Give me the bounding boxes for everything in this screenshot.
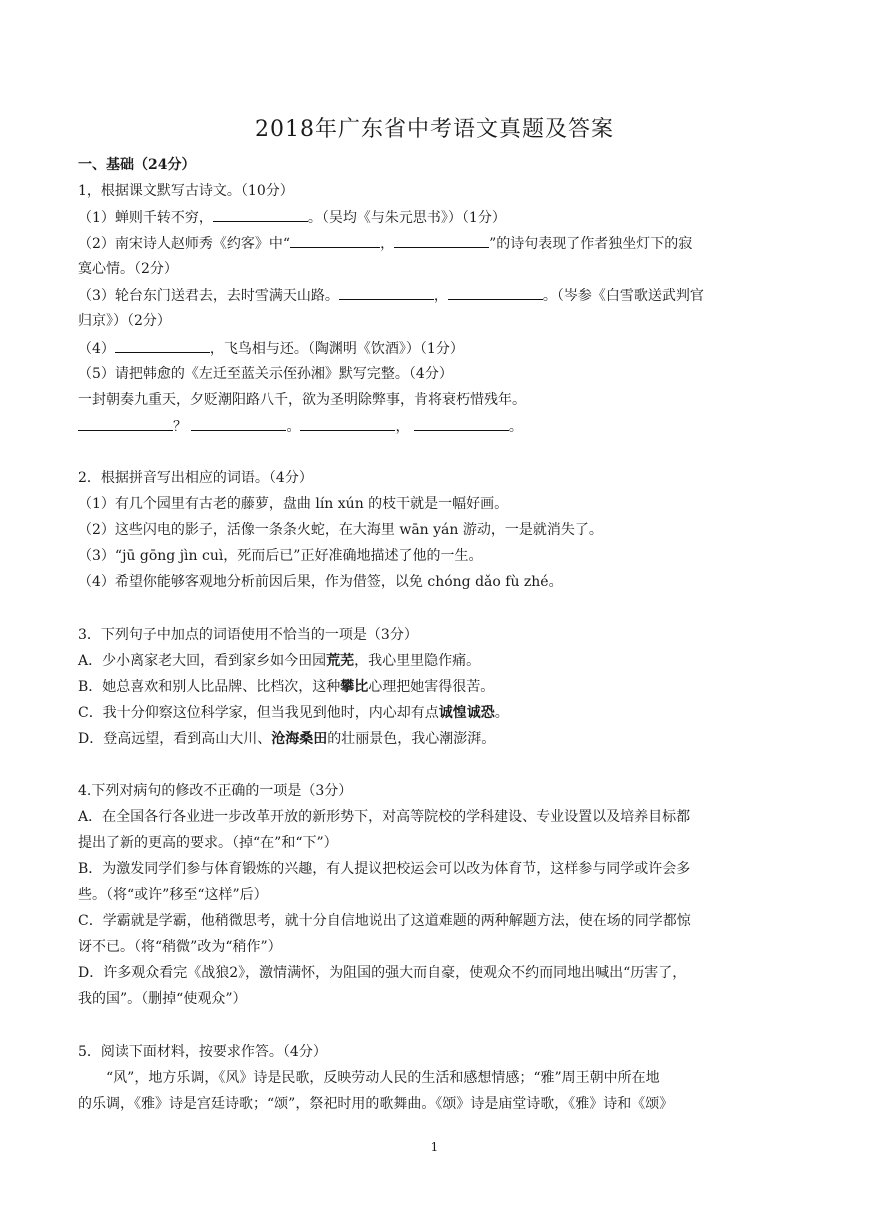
answer-blank[interactable] <box>213 207 308 222</box>
q3-option-c-keyword: 诚惶诚恐 <box>438 705 495 721</box>
q3-option-a-text: A．少小离家老大回，看到家乡如今田园 <box>78 653 327 669</box>
poem-comma: ， <box>395 419 410 435</box>
q3-option-c-text: C．我十分仰察这位科学家，但当我见到他时，内心却有点 <box>78 705 439 721</box>
q3-option-b-text: B．她总喜欢和别人比品牌、比档次，这种 <box>78 679 341 695</box>
q3-stem: 3．下列句子中加点的词语使用不恰当的一项是（3分） <box>78 627 418 643</box>
q3-option-d-keyword: 沧海桑田 <box>271 731 328 747</box>
poem-question-mark: ？ <box>173 419 187 435</box>
q1-item-3-text-a: （3）轮台东门送君去，去时雪满天山路。 <box>78 288 339 304</box>
q3-option-c <box>78 703 794 723</box>
q3-option-a-keyword: 荒芜 <box>326 653 355 669</box>
q1-item-2 <box>78 233 794 254</box>
q1-item-2-text-b: ， <box>380 236 395 252</box>
page-title: 2018年广东省中考语文真题及答案 <box>255 117 614 142</box>
answer-blank[interactable] <box>300 416 395 431</box>
q5-paragraph-line-1: “风”，地方乐调，《风》诗是民歌，反映劳动人民的生活和感想情感；“雅”周王朝中所在地 <box>106 1070 660 1086</box>
q1-item-4-text-a: （4） <box>78 341 115 357</box>
q3-option-c-text-end: 。 <box>494 705 509 721</box>
q1-item-1-text-b: 。（吴均《与朱元思书》）（1分） <box>307 210 506 226</box>
q4-option-d-cont: 我的国”。（删掉“使观众”） <box>78 991 247 1007</box>
answer-blank[interactable] <box>191 416 286 431</box>
q1-item-4 <box>78 338 794 359</box>
answer-blank[interactable] <box>290 233 380 248</box>
q4-option-b: B．为激发同学们参与体育锻炼的兴趣，有人提议把校运会可以改为体育节，这样参与同学或许会多 <box>78 861 691 877</box>
q5-stem: 5．阅读下面材料，按要求作答。（4分） <box>78 1044 327 1060</box>
q1-item-5: （5）请把韩愈的《左迁至蓝关示侄孙湘》默写完整。（4分） <box>78 366 453 382</box>
q3-option-a-text-end: ，我心里里隐作痛。 <box>354 653 481 669</box>
answer-blank[interactable] <box>448 285 543 300</box>
q1-item-3 <box>78 285 794 306</box>
q1-stem: 1，根据课文默写古诗文。（10分） <box>78 183 294 199</box>
q2-item-1: （1）有几个园里有古老的藤萝，盘曲 lín xún 的枝干就是一幅好画。 <box>78 496 509 512</box>
q1-item-3-text-c: 。（岑参《白雪歌送武判官 <box>542 288 704 304</box>
q1-item-2-cont: 寞心情。（2分） <box>78 261 178 277</box>
answer-blank[interactable] <box>414 416 509 431</box>
answer-blank[interactable] <box>115 338 210 353</box>
poem-period: 。 <box>286 419 301 435</box>
q4-option-c: C．学霸就是学霸，他稍微思考，就十分自信地说出了这道难题的两种解题方法，使在场的同学都惊 <box>78 913 691 929</box>
q2-stem: 2．根据拼音写出相应的词语。（4分） <box>78 470 313 486</box>
q4-stem: 4.下列对病句的修改不正确的一项是（3分） <box>78 783 353 799</box>
q3-option-b-keyword: 攀比 <box>340 679 369 695</box>
q1-item-4-text-b: ，飞鸟相与还。（陶渊明《饮酒》）（1分） <box>209 341 464 357</box>
poem-period: 。 <box>508 419 523 435</box>
q4-option-a-cont: 提出了新的更高的要求。（掉“在”和“下”） <box>78 835 338 851</box>
q3-option-d-text-end: 的壮丽景色，我心潮澎湃。 <box>327 731 496 747</box>
q1-item-3-text-b: ， <box>433 288 448 304</box>
q1-item-1 <box>78 207 794 228</box>
section-heading: 一、基础（24分） <box>78 157 196 173</box>
q2-item-2: （2）这些闪电的影子，活像一条条火蛇，在大海里 wān yán 游动，一是就消失了。 <box>78 522 603 538</box>
q1-item-2-text-c: ”的诗句表现了作者独坐灯下的寂 <box>489 236 693 252</box>
q4-option-c-cont: 讶不已。（将“稍微”改为“稍作”） <box>78 939 282 955</box>
q4-option-a: A．在全国各行各业进一步改革开放的新形势下，对高等院校的学科建设、专业设置以及培养目标都 <box>78 809 691 825</box>
q4-option-d: D．许多观众看完《战狼2》，激情满怀，为阻国的强大而自豪，使观众不约而同地出喊出“历害了， <box>78 965 687 981</box>
q3-option-d <box>78 729 794 749</box>
q1-item-2-text-a: （2）南宋诗人赵师秀《约客》中“ <box>78 236 291 252</box>
q1-poem: 一封朝奏九重天，夕贬潮阳路八千，欲为圣明除弊事，肯将衰朽惜残年。 <box>78 392 526 408</box>
q5-paragraph-line-2: 的乐调，《雅》诗是宫廷诗歌；“颂”，祭祀时用的歌舞曲。《颂》诗是庙堂诗歌，《雅》诗和《颂》 <box>78 1096 674 1112</box>
q3-option-b <box>78 677 794 697</box>
q4-option-b-cont: 些。（将“或许”移至“这样”后） <box>78 887 268 903</box>
q1-poem-blanks <box>78 416 794 437</box>
q2-item-4: （4）希望你能够客观地分析前因后果，作为借签，以免 chóng dǎo fù zhé。 <box>78 574 563 590</box>
q2-item-3: （3）“jū gōng jìn cuì，死而后已”正好准确地描述了他的一生。 <box>78 548 483 564</box>
answer-blank[interactable] <box>339 285 434 300</box>
q3-option-d-text: D．登高远望，看到高山大川、 <box>78 731 272 747</box>
page-number: 1 <box>430 1140 439 1154</box>
q1-item-3-cont: 归京》）（2分） <box>78 313 171 329</box>
answer-blank[interactable] <box>394 233 489 248</box>
q1-item-1-text-a: （1）蝉则千转不穷， <box>78 210 213 226</box>
q3-option-a <box>78 651 794 671</box>
q3-option-b-text-end: 心理把她害得很苦。 <box>368 679 495 695</box>
answer-blank[interactable] <box>78 416 173 431</box>
